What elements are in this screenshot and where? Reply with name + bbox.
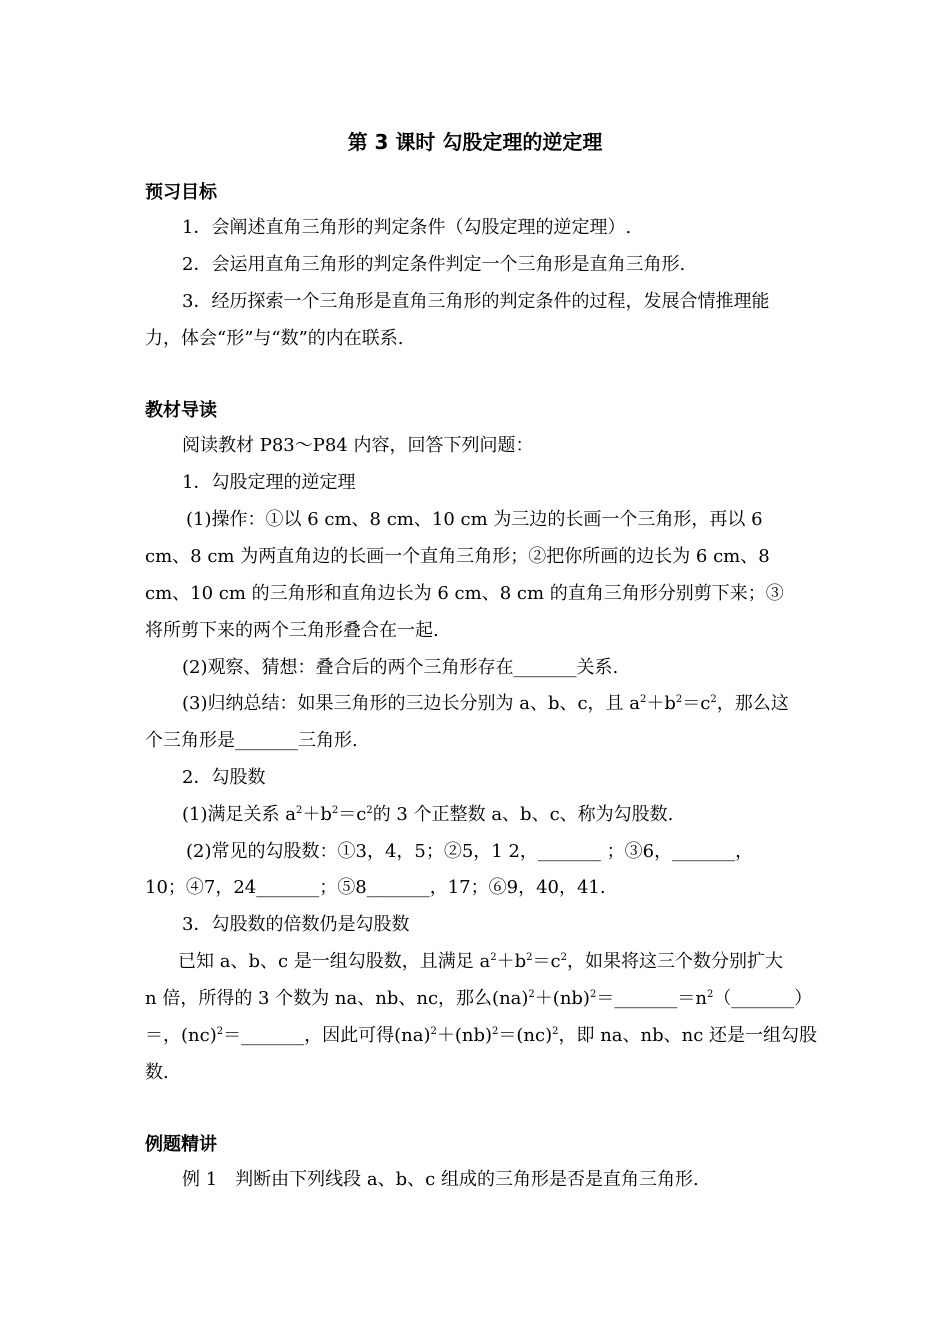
superscript: 2 [366, 805, 373, 816]
superscript: 2 [490, 952, 497, 963]
superscript: 2 [589, 989, 597, 1000]
superscript: 2 [528, 989, 535, 1000]
section-heading-reading: 教材导读 [145, 400, 217, 421]
reading-summary-line-1 [182, 692, 789, 716]
text-fragment: ＝c [682, 693, 711, 714]
text-fragment: ＋(nb) [436, 1025, 493, 1046]
reading-intro: 阅读教材 P83～P84 内容，回答下列问题： [182, 435, 534, 456]
text-fragment: ，那么这 [716, 693, 789, 714]
reading-operation-line-3: cm、10 cm 的三角形和直角边长为 6 cm、8 cm 的直角三角形分别剪下来；③ [145, 583, 784, 604]
reading-operation-line-2: cm、8 cm 为两直角边的长画一个直角三角形；②把你所画的边长为 6 cm、8 [145, 546, 770, 567]
reading-common-triples-1: (2)常见的勾股数：①3，4，5；②5，1 2，_______ ；③6，_______， [186, 841, 754, 862]
text-fragment: ＋(nb) [534, 988, 590, 1009]
superscript: 2 [430, 1026, 437, 1037]
preview-item-2: 2．会运用直角三角形的判定条件判定一个三角形是直角三角形. [182, 254, 686, 275]
text-fragment: ＋b [496, 951, 527, 972]
text-fragment: （_______） [713, 988, 813, 1009]
text-fragment: ＋b [646, 693, 676, 714]
page-title: 第 3 课时 勾股定理的逆定理 [347, 130, 603, 154]
text-fragment: 已知 a、b、c 是一组勾股数，且满足 a [178, 951, 491, 972]
superscript: 2 [552, 1026, 559, 1037]
preview-item-3: 3．经历探索一个三角形是直角三角形的判定条件的过程，发展合情推理能 [182, 291, 770, 312]
superscript: 2 [675, 694, 683, 705]
text-fragment: ＝_______，因此可得(na) [223, 1025, 431, 1046]
superscript: 2 [526, 952, 533, 963]
text-fragment: ，即 na、nb、nc 还是一组勾股 [558, 1025, 818, 1046]
text-fragment: ＝_______＝n [596, 988, 707, 1009]
reading-multiple-line-3 [145, 1024, 817, 1048]
text-fragment: n 倍，所得的 3 个数为 na、nb、nc，那么(na) [145, 988, 529, 1009]
reading-common-triples-2: 10；④7，24_______；⑤8_______，17；⑥9，40，41. [145, 877, 606, 898]
text-fragment: ＝，(nc) [145, 1025, 217, 1046]
section-heading-examples: 例题精讲 [145, 1134, 217, 1155]
reading-pythagorean-def [182, 803, 673, 827]
section-heading-preview: 预习目标 [145, 182, 217, 203]
reading-subtitle-3: 3．勾股数的倍数仍是勾股数 [182, 914, 410, 935]
superscript: 2 [331, 805, 339, 816]
superscript: 2 [706, 989, 714, 1000]
reading-multiple-line-2 [145, 987, 812, 1011]
superscript: 2 [295, 805, 303, 816]
text-fragment: 的 3 个正整数 a、b、c、称为勾股数. [372, 804, 674, 825]
reading-operation-line-4: 将所剪下来的两个三角形叠合在一起. [145, 620, 439, 641]
text-fragment: ＋b [302, 804, 332, 825]
text-fragment: ＝c [338, 804, 367, 825]
reading-subtitle-2: 2．勾股数 [182, 767, 266, 788]
preview-item-1: 1．会阐述直角三角形的判定条件（勾股定理的逆定理）. [182, 217, 632, 238]
reading-operation-line-1: (1)操作：①以 6 cm、8 cm、10 cm 为三边的长画一个三角形，再以 6 [186, 509, 763, 530]
text-fragment: ＝c [532, 951, 561, 972]
text-fragment: ＝(nc) [498, 1025, 553, 1046]
reading-multiple-line-4: 数. [145, 1062, 169, 1083]
reading-subtitle-1: 1．勾股定理的逆定理 [182, 472, 356, 493]
superscript: 2 [710, 694, 717, 705]
preview-item-3-cont: 力，体会“形”与“数”的内在联系. [145, 328, 404, 349]
reading-summary-line-2: 个三角形是_______三角形. [145, 730, 358, 751]
superscript: 2 [216, 1026, 224, 1037]
superscript: 2 [560, 952, 567, 963]
example-1: 例 1 判断由下列线段 a、b、c 组成的三角形是否是直角三角形. [182, 1169, 699, 1190]
reading-multiple-line-1 [178, 950, 783, 974]
text-fragment: (1)满足关系 a [182, 804, 296, 825]
reading-observe: (2)观察、猜想：叠合后的两个三角形存在_______关系. [182, 657, 619, 678]
text-fragment: (3)归纳总结：如果三角形的三边长分别为 a、b、c，且 a [182, 693, 641, 714]
text-fragment: ，如果将这三个数分别扩大 [566, 951, 783, 972]
superscript: 2 [492, 1026, 499, 1037]
superscript: 2 [640, 694, 647, 705]
